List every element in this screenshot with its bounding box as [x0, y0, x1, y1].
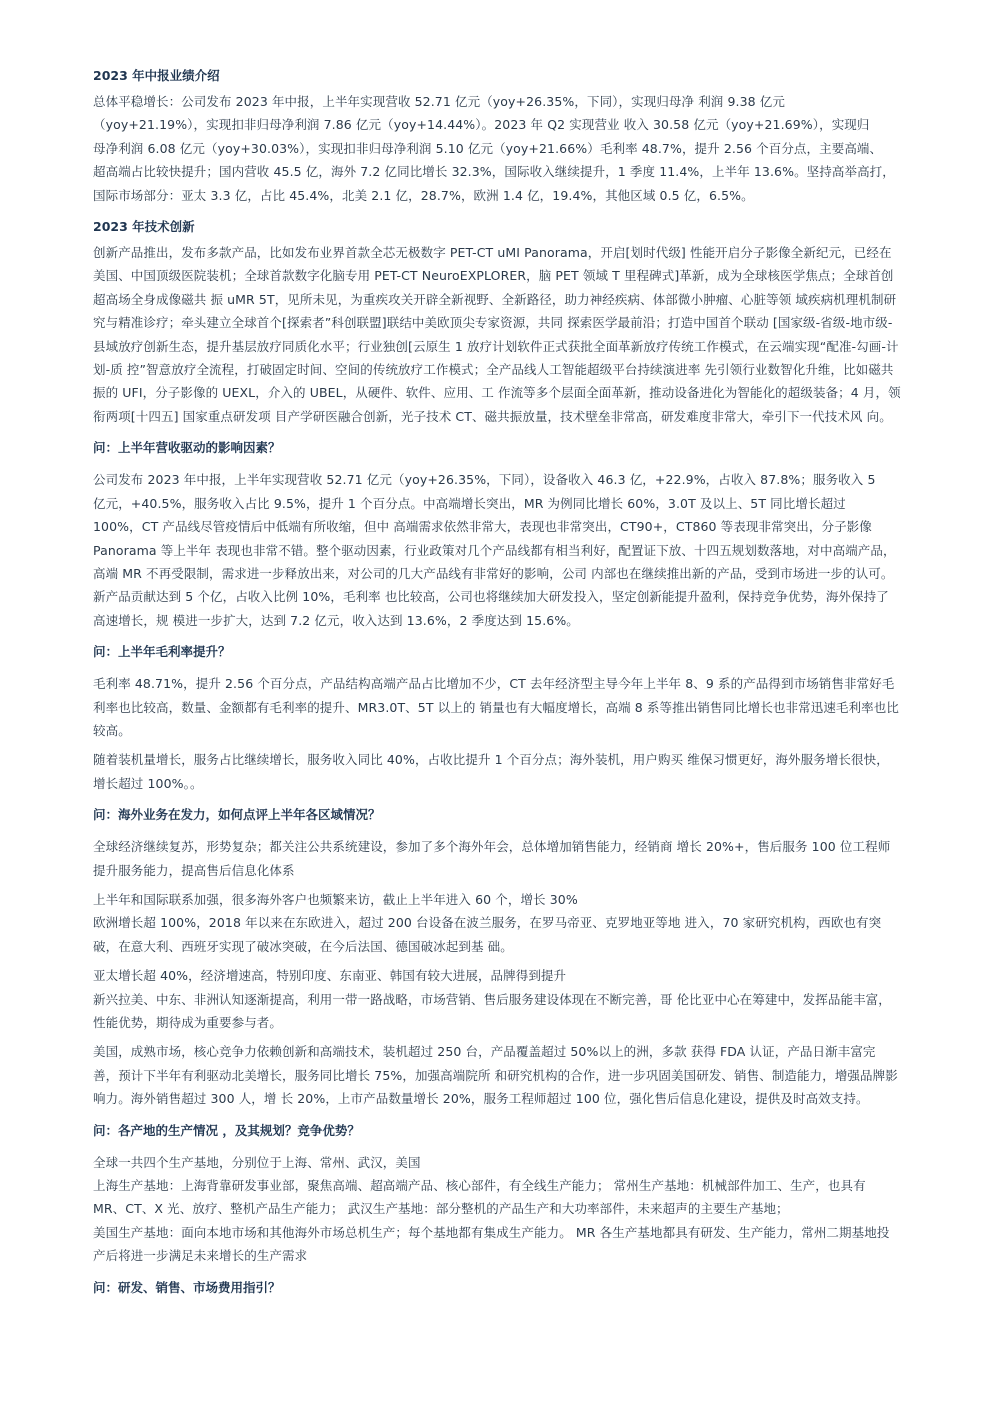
- text-line: 提升服务能力，提高售后信息化体系: [93, 862, 295, 878]
- paragraph-production: [93, 1151, 944, 1268]
- section-title-tech-innovation: 2023 年技术创新: [93, 219, 195, 235]
- text-line: 上半年和国际联系加强，很多海外客户也频繁来访，截止上半年进入 60 个，增长 30%: [93, 891, 578, 907]
- question-title-revenue-drivers: 问：上半年营收驱动的影响因素？: [93, 440, 281, 456]
- text-line: 善，预计下半年有利驱动北美增长，服务同比增长 75%，加强高端院所 和研究机构的合作，进一步巩固美国研发、销售、制造能力，增强品牌影: [93, 1067, 898, 1083]
- text-line: 究与精准诊疗；牵头建立全球首个[探索者”科创联盟]联结中美欧顶尖专家资源，共同 探索医学最前沿；打造中国首个联动 [国家级-省级-地市级-: [93, 315, 893, 331]
- paragraph-overseas-1: [93, 835, 944, 882]
- text-line: 随着装机量增长，服务占比继续增长，服务收入同比 40%，占收比提升 1 个百分点；海外装机，用户购买 维保习惯更好，海外服务增长很快，: [93, 752, 889, 768]
- paragraph-gross-margin-1: [93, 672, 944, 742]
- text-line: 新兴拉美、中东、非洲认知逐渐提高，利用一带一路战略，市场营销、售后服务建设体现在不断完善，哥 伦比亚中心在筹建中，发挥品能丰富，: [93, 991, 891, 1007]
- text-line: 美国、中国顶级医院装机；全球首款数字化脑专用 PET-CT NeuroEXPLORER，脑 PET 领域 T 里程碑式]革新，成为全球核医学焦点；全球首创: [93, 268, 894, 284]
- text-line: 美国生产基地：面向本地市场和其他海外市场总机生产；每个基地都有集成生产能力。 MR 各生产基地都具有研发、生产能力，常州二期基地投: [93, 1224, 890, 1240]
- text-line: 亚太增长超 40%，经济增速高，特别印度、东南亚、韩国有较大进展，品牌得到提升: [93, 968, 567, 984]
- question-title-overseas: 问：海外业务在发力，如何点评上半年各区域情况？: [93, 807, 381, 823]
- text-line: 欧洲增长超 100%，2018 年以来在东欧进入，超过 200 台设备在波兰服务，在罗马帝亚、克罗地亚等地 进入，70 家研究机构，西欧也有突: [93, 915, 882, 931]
- paragraph-revenue-drivers: [93, 468, 944, 632]
- text-line: 美国，成熟市场，核心竞争力依赖创新和高端技术，装机超过 250 台，产品覆盖超过 50%以上的洲，多款 获得 FDA 认证，产品日渐丰富完: [93, 1044, 876, 1060]
- text-line: 衔两项[十四五] 国家重点研发项 目产学研医融合创新，光子技术 CT、磁共振放量，技术壁垒非常高，研发难度非常大，牵引下一代技术风 向。: [93, 408, 892, 424]
- text-line: 高端 MR 不再受限制，需求进一步释放出来，对公司的几大产品线有非常好的影响，公司 内部也在继续推出新的产品，受到市场进一步的认可。: [93, 565, 894, 581]
- text-line: 毛利率 48.71%，提升 2.56 个百分点，产品结构高端产品占比增加不少，CT 去年经济型主导今年上半年 8、9 系的产品得到市场销售非常好毛: [93, 676, 895, 692]
- text-line: 创新产品推出，发布多款产品，比如发布业界首款全芯无极数字 PET-CT uMI Panorama，开启[划时代级] 性能开启分子影像全新纪元，已经在: [93, 245, 892, 261]
- paragraph-overseas-us: [93, 1040, 944, 1110]
- paragraph-tech-innovation: [93, 241, 944, 428]
- text-line: 超高场全身成像磁共 振 uMR 5T，见所未见，为重疾攻关开辟全新视野、全新路径，助力神经疾病、体部微小肿瘤、心脏等领 域疾病机理机制研: [93, 291, 897, 307]
- text-line: 100%，CT 产品线尽管疫情后中低端有所收缩，但中 高端需求依然非常大，表现也非常突出，CT90+，CT860 等表现非常突出，分子影像: [93, 519, 872, 535]
- question-title-production: 问：各产地的生产情况 ，及其规划？竞争优势？: [93, 1122, 360, 1138]
- question-title-gross-margin: 问：上半年毛利率提升？: [93, 644, 231, 660]
- text-line: 全球经济继续复苏，形势复杂；都关注公共系统建设，参加了多个海外年会，总体增加销售能力，经销商 增长 20%+，售后服务 100 位工程师: [93, 839, 891, 855]
- text-line: 破，在意大利、西班牙实现了破冰突破，在今后法国、德国破冰起到基 础。: [93, 938, 513, 954]
- text-line: 性能优势，期待成为重要参与者。: [93, 1015, 283, 1030]
- paragraph-gross-margin-2: [93, 748, 944, 795]
- text-line: 公司发布 2023 年中报，上半年实现营收 52.71 亿元（yoy+26.35%，下同），设备收入 46.3 亿，+22.9%，占收入 87.8%；服务收入 5: [93, 472, 876, 488]
- section-title-interim-results: 2023 年中报业绩介绍: [93, 68, 220, 83]
- paragraph-overseas-europe: [93, 888, 944, 958]
- text-line: 振的 UFI，分子影像的 UEXL，介入的 UBEL，从硬件、软件、应用、工 作流等多个层面全面革新，推动设备进化为智能化的超级装备；4 月，领: [93, 385, 901, 401]
- text-line: 产后将进一步满足未来增长的生产需求: [93, 1248, 308, 1264]
- text-line: 县域放疗创新生态，提升基层放疗同质化水平；行业独创[云原生 1 放疗计划软件正式获批全面革新放疗传统工作模式，在云端实现“配准-勾画-计: [93, 338, 899, 354]
- text-line: 响力。海外销售超过 300 人，增 长 20%，上市产品数量增长 20%，服务工程师超过 100 位，强化售后信息化建设，提供及时高效支持。: [93, 1091, 869, 1107]
- paragraph-interim-results: [93, 90, 944, 207]
- text-line: 利率也比较高，数量、金额都有毛利率的提升、MR3.0T、5T 以上的 销量也有大幅度增长，高端 8 系等推出销售同比增长也非常迅速毛利率也比: [93, 699, 899, 715]
- text-line: Panorama 等上半年 表现也非常不错。整个驱动因素，行业政策对几个产品线都有相当利好，配置证下放、十四五规划数落地，对中高端产品，: [93, 542, 896, 558]
- text-line: 国际市场部分：亚太 3.3 亿，占比 45.4%，北美 2.1 亿，28.7%，欧洲 1.4 亿，19.4%，其他区域 0.5 亿，6.5%。: [93, 187, 754, 203]
- text-line: 母净利润 6.08 亿元（yoy+30.03%），实现扣非归母净利润 5.10 亿元（yoy+21.66%）毛利率 48.7%，提升 2.56 个百分点，主要高端、: [93, 140, 883, 156]
- text-line: 超高端占比较快提升；国内营收 45.5 亿，海外 7.2 亿同比增长 32.3%，国际收入继续提升，1 季度 11.4%，上半年 13.6%。坚持高举高打，: [93, 164, 895, 180]
- text-line: 全球一共四个生产基地，分别位于上海、常州、武汉，美国: [93, 1154, 421, 1170]
- text-line: 增长超过 100%。。: [93, 775, 203, 791]
- text-line: 较高。: [93, 722, 131, 738]
- text-line: 上海生产基地：上海背靠研发事业部，聚焦高端、超高端产品、核心部件，有全线生产能力； 常州生产基地：机械部件加工、生产，也具有: [93, 1178, 866, 1194]
- text-line: 新产品贡献达到 5 个亿，占收入比例 10%，毛利率 也比较高，公司也将继续加大研发投入，坚定创新能提升盈利，保持竞争优势，海外保持了: [93, 589, 889, 605]
- paragraph-overseas-apac: [93, 964, 944, 1034]
- text-line: 亿元，+40.5%，服务收入占比 9.5%，提升 1 个百分点。中高端增长突出，MR 为例同比增长 60%，3.0T 及以上、5T 同比增长超过: [93, 495, 846, 511]
- text-line: 总体平稳增长：公司发布 2023 年中报，上半年实现营收 52.71 亿元（yoy+26.35%，下同），实现归母净 利润 9.38 亿元: [93, 94, 785, 109]
- text-line: （yoy+21.19%），实现扣非归母净利润 7.86 亿元（yoy+14.44%）。2023 年 Q2 实现营业 收入 30.58 亿元（yoy+21.69%），实现归: [93, 117, 870, 133]
- text-line: 划-质 控”智意放疗全流程，打破固定时间、空间的传统放疗工作模式；全产品线人工智能超级平台持续演进率 先引领行业数智化升维，比如磁共: [93, 362, 894, 378]
- text-line: 高速增长，规 模进一步扩大，达到 7.2 亿元，收入达到 13.6%，2 季度达到 15.6%。: [93, 612, 579, 628]
- text-line: MR、CT、X 光、放疗、整机产品生产能力； 武汉生产基地：部分整机的产品生产和大功率部件，未来超声的主要生产基地；: [93, 1201, 789, 1217]
- question-title-expense-guidance: 问：研发、销售、市场费用指引？: [93, 1279, 281, 1295]
